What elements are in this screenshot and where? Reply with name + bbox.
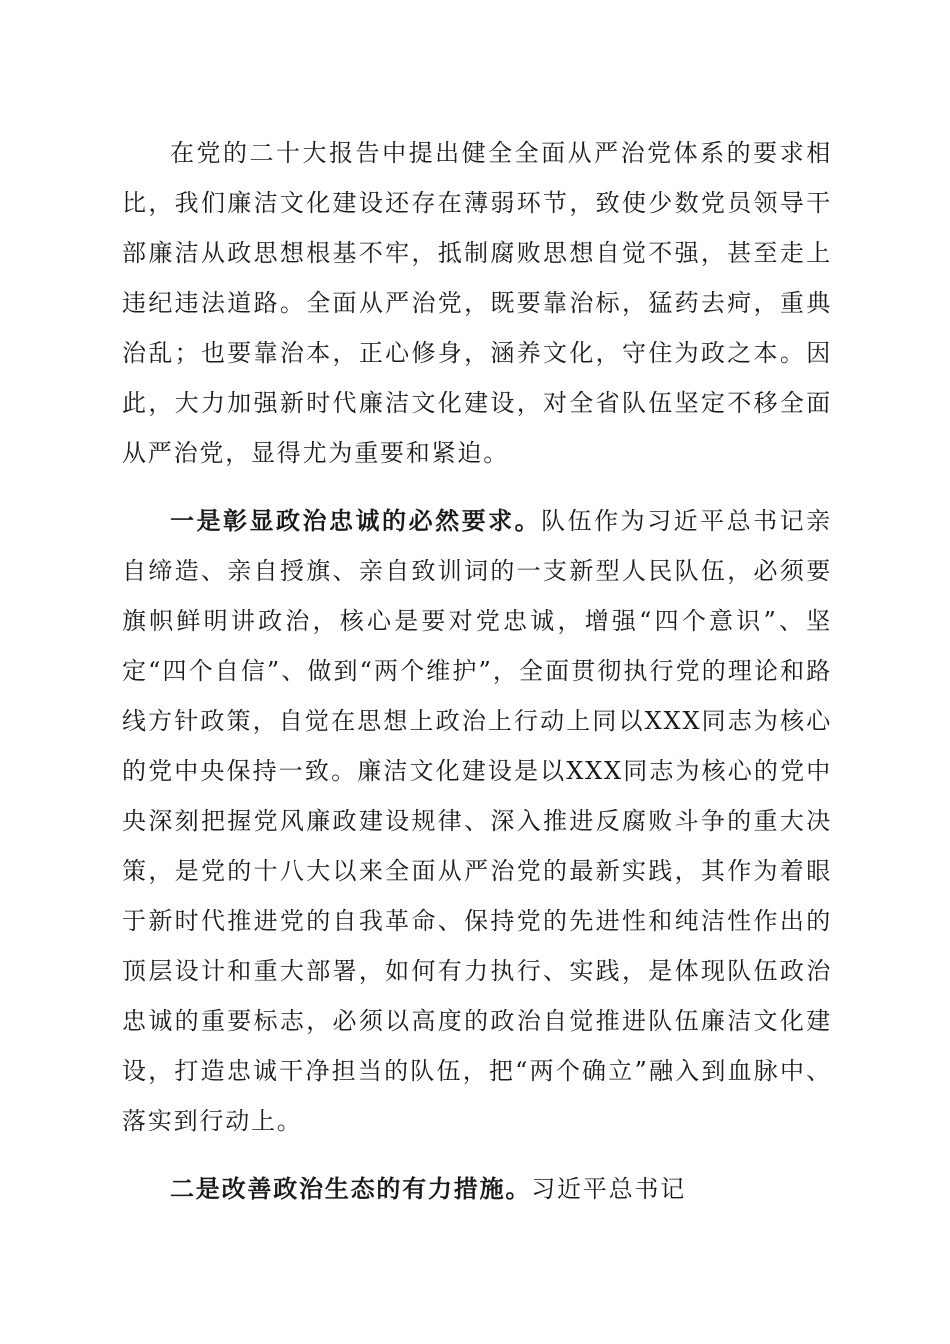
- document-body: [122, 128, 832, 1232]
- paragraph-lead: 二是改善政治生态的有力措施。: [170, 1174, 532, 1203]
- paragraph-intro: [122, 128, 832, 478]
- paragraph-text: 习近平总书记: [531, 1175, 687, 1203]
- paragraph-text: 在党的二十大报告中提出健全全面从严治党体系的要求相比，我们廉洁文化建设还存在薄弱环节，致使少数党员领导干部廉洁从政思想根基不牢，抵制腐败思想自觉不强，甚至走上违纪违法道路。全面从严治党，既要靠治标，猛药去疴，重典治乱；也要靠治本，正心修身，涵养文化，守住为政之本。因此，大力加强新时代廉洁文化建设，对全省队伍坚定不移全面从严治党，显得尤为重要和紧迫。: [122, 139, 832, 467]
- paragraph-point-two: [122, 1164, 832, 1214]
- paragraph-lead: 一是彰显政治忠诚的必然要求。: [170, 506, 542, 535]
- paragraph-point-one: [122, 496, 832, 1146]
- paragraph-text: 队伍作为习近平总书记亲自缔造、亲自授旗、亲自致训词的一支新型人民队伍，必须要旗帜鲜明讲政治，核心是要对党忠诚，增强“四个意识”、坚定“四个自信”、做到“两个维护”，全面贯彻执行党的理论和路线方针政策，自觉在思想上政治上行动上同以XXX同志为核心的党中央保持一致。廉洁文化建设是以XXX同志为核心的党中央深刻把握党风廉政建设规律、深入推进反腐败斗争的重大决策，是党的十八大以来全面从严治党的最新实践，其作为着眼于新时代推进党的自我革命、保持党的先进性和纯洁性作出的顶层设计和重大部署，如何有力执行、实践，是体现队伍政治忠诚的重要标志，必须以高度的政治自觉推进队伍廉洁文化建设，打造忠诚干净担当的队伍，把“两个确立”融入到血脉中、落实到行动上。: [122, 507, 832, 1135]
